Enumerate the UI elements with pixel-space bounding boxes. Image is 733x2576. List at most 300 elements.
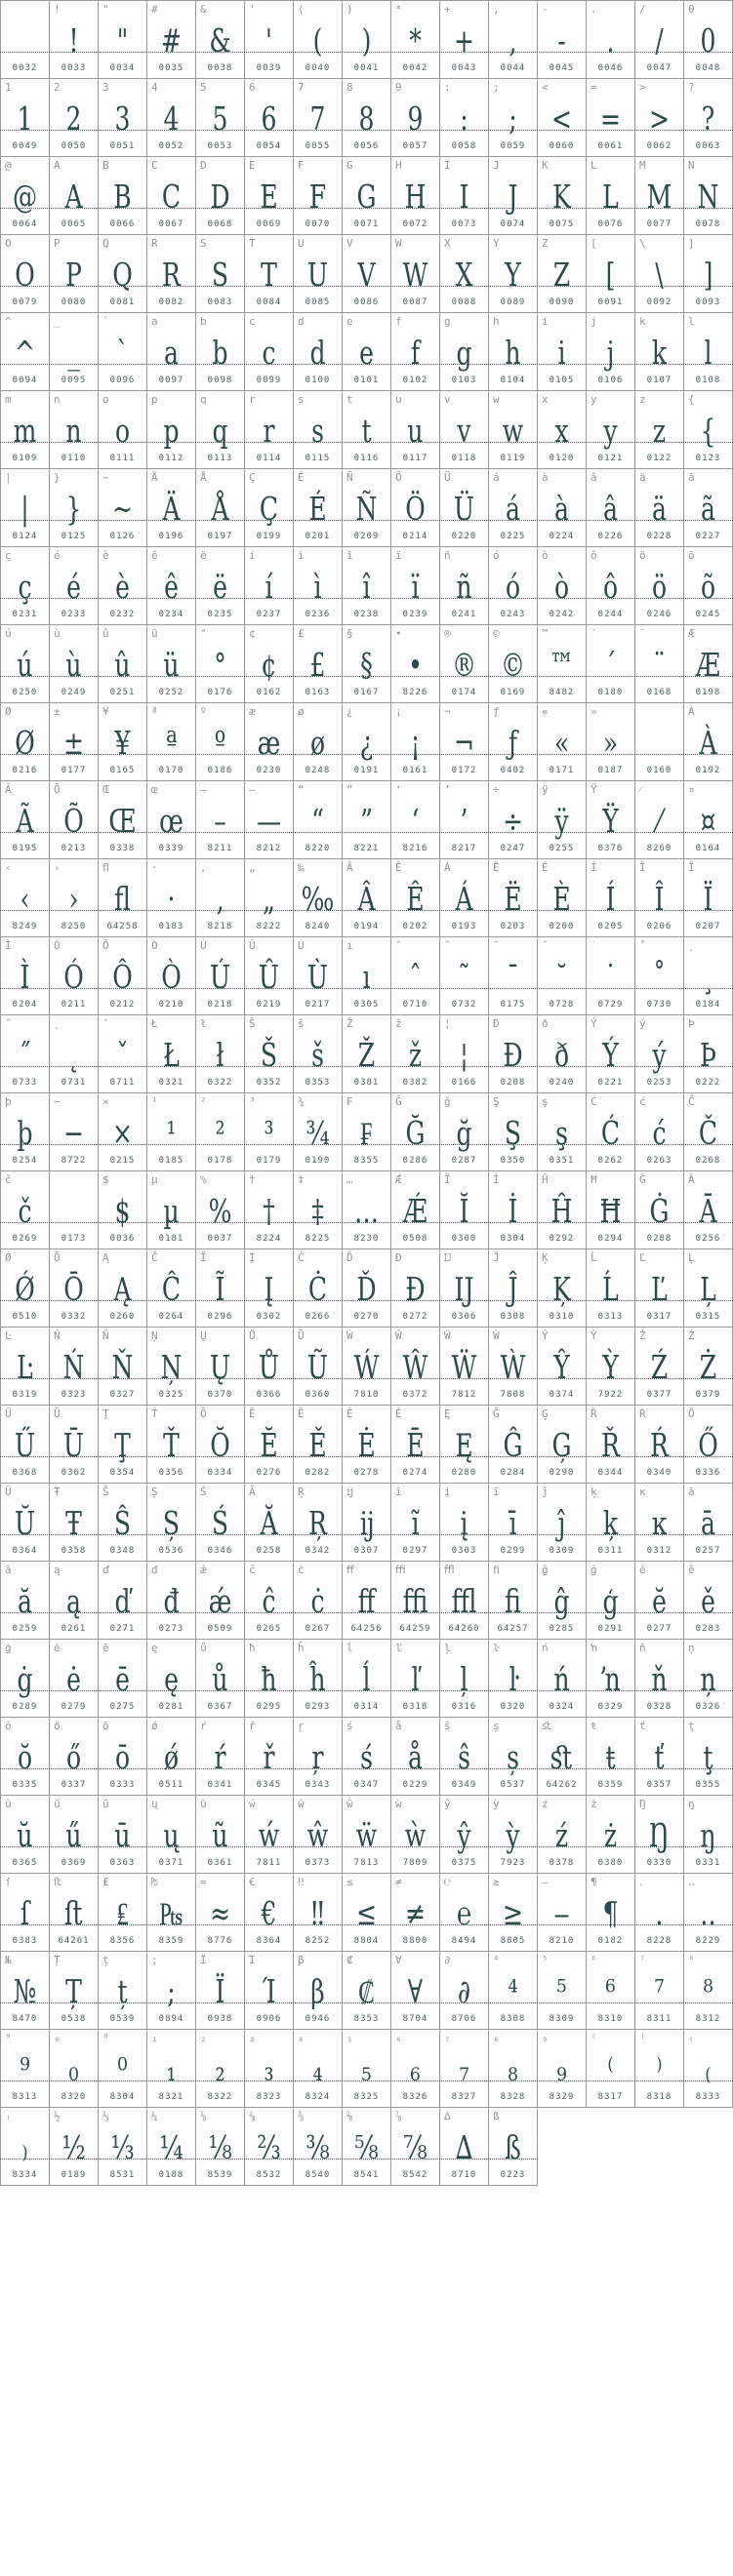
reference-character: ~	[102, 471, 109, 484]
reference-character: ^	[5, 315, 12, 328]
glyph-cell	[245, 1874, 294, 1952]
unicode-decimal-code: 0366	[256, 1390, 282, 1400]
glyph-sample: å	[408, 1738, 423, 1776]
glyph-cell	[99, 1796, 147, 1874]
glyph-sample: Î	[654, 880, 665, 918]
reference-character: k	[639, 315, 646, 328]
glyph-cell	[245, 1718, 294, 1796]
glyph-cell	[391, 1874, 440, 1952]
unicode-decimal-code: 8249	[12, 922, 38, 931]
glyph-cell	[294, 1015, 343, 1093]
glyph-cell	[245, 1328, 294, 1406]
glyph-cell	[489, 1249, 538, 1328]
glyph-sample: ï	[411, 568, 420, 606]
glyph-sample: ₡	[358, 1972, 375, 2010]
glyph-cell	[440, 157, 489, 235]
glyph-sample: Ò	[161, 958, 182, 996]
unicode-decimal-code: 8322	[207, 2092, 233, 2102]
reference-character: ĥ	[298, 1642, 305, 1654]
glyph-cell	[147, 157, 196, 235]
reference-character: Ț	[54, 1954, 61, 1966]
unicode-decimal-code: 0381	[353, 1078, 380, 1088]
reference-character: ¶	[590, 1876, 597, 1888]
reference-character: ő	[54, 1720, 61, 1732]
glyph-sample: ņ	[700, 1660, 716, 1698]
glyph-sample: Č	[698, 1114, 718, 1152]
reference-character: ¤	[688, 783, 695, 796]
reference-character: H	[395, 159, 402, 172]
unicode-decimal-code: 0378	[549, 1858, 575, 1868]
unicode-decimal-code: 8470	[12, 2014, 38, 2024]
glyph-sample: Ż	[699, 1348, 717, 1386]
unicode-decimal-code: 8217	[451, 844, 477, 853]
reference-character: Ź	[639, 1329, 646, 1342]
unicode-decimal-code: 8312	[695, 2014, 721, 2024]
glyph-cell	[294, 313, 343, 391]
glyph-cell	[391, 1952, 440, 2030]
unicode-decimal-code: 64260	[448, 1624, 480, 1634]
glyph-sample: ń	[553, 1660, 570, 1698]
unicode-decimal-code: 0371	[158, 1858, 184, 1868]
glyph-sample: «	[553, 724, 570, 762]
glyph-sample: ẃ	[258, 1816, 280, 1854]
glyph-sample: ſ	[20, 1894, 30, 1932]
glyph-cell	[391, 157, 440, 235]
glyph-sample: ų	[163, 1816, 180, 1854]
glyph-cell	[391, 1015, 440, 1093]
reference-character: ×	[102, 1095, 109, 1108]
unicode-decimal-code: 8540	[305, 2170, 331, 2180]
glyph-cell	[684, 391, 733, 469]
glyph-sample: I	[459, 178, 469, 216]
unicode-decimal-code: 7808	[500, 1390, 526, 1400]
baseline-rule	[0, 52, 50, 53]
reference-character: /	[639, 3, 646, 16]
reference-character: Đ	[395, 1251, 402, 1264]
unicode-decimal-code: 0728	[549, 1000, 575, 1010]
glyph-cell	[538, 1640, 587, 1718]
unicode-decimal-code: 0357	[646, 1780, 672, 1790]
glyph-sample: N	[697, 178, 719, 216]
glyph-sample: ú	[17, 646, 33, 684]
unicode-decimal-code: 0225	[500, 532, 526, 541]
glyph-cell	[587, 1952, 635, 2030]
reference-character: ¿	[346, 705, 353, 718]
unicode-decimal-code: 0173	[61, 1234, 87, 1244]
glyph-sample: è	[115, 568, 130, 606]
glyph-sample: ľ	[411, 1660, 420, 1698]
unicode-decimal-code: 0103	[451, 376, 477, 385]
unicode-decimal-code: 0338	[109, 844, 136, 853]
glyph-cell	[50, 1952, 99, 2030]
reference-character: Ę	[444, 1407, 451, 1420]
reference-character: —	[249, 783, 256, 796]
glyph-cell	[635, 1328, 684, 1406]
glyph-sample: ĵ	[557, 1504, 566, 1542]
glyph-cell	[587, 391, 635, 469]
reference-character: ₂	[200, 2032, 207, 2044]
unicode-decimal-code: 0361	[207, 1858, 233, 1868]
reference-character: #	[151, 3, 158, 16]
glyph-sample: ⁸	[703, 1972, 713, 2010]
reference-character: o	[102, 393, 109, 406]
glyph-cell	[294, 1640, 343, 1718]
unicode-decimal-code: 0379	[695, 1390, 721, 1400]
unicode-decimal-code: 0249	[61, 688, 87, 697]
glyph-sample: ﬂ	[114, 880, 131, 918]
glyph-cell	[1, 781, 50, 859]
reference-character: û	[102, 627, 109, 640]
glyph-cell	[1, 1, 50, 79]
reference-character: è	[102, 549, 109, 562]
unicode-decimal-code: 0113	[207, 454, 233, 463]
reference-character: -	[542, 3, 549, 16]
glyph-sample: ﬅ	[63, 1894, 84, 1932]
glyph-cell	[538, 313, 587, 391]
unicode-decimal-code: 0538	[61, 2014, 87, 2024]
reference-character: V	[346, 237, 353, 250]
glyph-cell	[587, 1171, 635, 1249]
unicode-decimal-code: 0337	[61, 1780, 87, 1790]
unicode-decimal-code: 0121	[597, 454, 624, 463]
reference-character: ₧	[151, 1876, 158, 1888]
unicode-decimal-code: 0273	[158, 1624, 184, 1634]
glyph-sample: ˝	[19, 1036, 31, 1074]
unicode-decimal-code: 0210	[158, 1000, 184, 1010]
reference-character: Ą	[102, 1251, 109, 1264]
unicode-decimal-code: 0221	[597, 1078, 624, 1088]
unicode-decimal-code: 64259	[399, 1624, 431, 1634]
glyph-cell	[1, 1562, 50, 1640]
glyph-sample: Ë	[504, 880, 522, 918]
glyph-sample: ‡	[311, 1192, 324, 1230]
glyph-cell	[99, 1562, 147, 1640]
unicode-decimal-code: 0318	[402, 1702, 428, 1712]
glyph-sample: —	[256, 802, 282, 840]
unicode-decimal-code: 0091	[597, 297, 624, 307]
glyph-sample: ±	[62, 724, 85, 762]
glyph-cell	[50, 1, 99, 79]
unicode-decimal-code: 0313	[597, 1312, 624, 1322]
reference-character: ä	[639, 471, 646, 484]
reference-character: Ì	[5, 939, 12, 952]
glyph-cell	[635, 1406, 684, 1484]
glyph-cell	[684, 469, 733, 547]
reference-character: ®	[444, 627, 451, 640]
unicode-decimal-code: 0207	[695, 922, 721, 931]
reference-character: ǽ	[200, 1564, 207, 1576]
glyph-sample: ą	[66, 1582, 81, 1620]
reference-character: ĝ	[542, 1564, 549, 1576]
glyph-cell	[245, 1406, 294, 1484]
unicode-decimal-code: 0122	[646, 454, 672, 463]
unicode-decimal-code: 0082	[158, 297, 184, 307]
glyph-sample: ŋ	[700, 1816, 716, 1854]
glyph-cell	[440, 79, 489, 157]
reference-character: „	[249, 861, 256, 874]
reference-character: ․	[639, 1876, 643, 1888]
glyph-cell	[1, 703, 50, 781]
reference-character: Ć	[590, 1095, 597, 1108]
glyph-sample: Ċ	[307, 1270, 328, 1308]
glyph-sample: ˚	[653, 958, 666, 996]
unicode-decimal-code: 0199	[256, 532, 282, 541]
reference-character: ˜	[444, 939, 451, 952]
unicode-decimal-code: 0194	[353, 922, 380, 931]
unicode-decimal-code: 0209	[353, 532, 380, 541]
glyph-cell	[391, 469, 440, 547]
glyph-sample: ﬄ	[451, 1582, 477, 1620]
glyph-sample: ŷ	[457, 1816, 471, 1854]
reference-character: ₃	[249, 2032, 256, 2044]
unicode-decimal-code: 0164	[695, 844, 721, 853]
unicode-decimal-code: 0064	[12, 219, 38, 229]
reference-character: å	[395, 1720, 402, 1732]
unicode-decimal-code: 0035	[158, 63, 184, 73]
unicode-decimal-code: 0332	[61, 1312, 87, 1322]
reference-character: ö	[639, 549, 646, 562]
glyph-cell	[440, 1796, 489, 1874]
reference-character: ø	[298, 705, 305, 718]
reference-character: Ĝ	[493, 1407, 500, 1420]
reference-character: ž	[395, 1017, 402, 1030]
reference-character: Ā	[688, 1173, 695, 1186]
glyph-cell	[587, 1, 635, 79]
glyph-cell	[684, 1718, 733, 1796]
unicode-decimal-code: 0380	[597, 1858, 624, 1868]
glyph-cell	[440, 235, 489, 313]
glyph-sample: á	[506, 490, 520, 528]
glyph-cell	[489, 547, 538, 625]
reference-character: í	[249, 549, 256, 562]
glyph-sample: Ř	[601, 1426, 620, 1464]
glyph-sample: &	[209, 21, 231, 59]
glyph-sample: S	[211, 256, 229, 294]
unicode-decimal-code: 0106	[597, 376, 624, 385]
reference-character: ₄	[298, 2032, 305, 2044]
unicode-decimal-code: 0076	[597, 219, 624, 229]
reference-character: ™	[542, 627, 549, 640]
unicode-decimal-code: 0241	[451, 610, 477, 619]
reference-character: Ŵ	[395, 1329, 402, 1342]
glyph-cell	[50, 157, 99, 235]
glyph-cell	[343, 937, 391, 1015]
glyph-sample: Å	[211, 490, 229, 528]
glyph-cell	[50, 469, 99, 547]
glyph-sample: Ş	[504, 1114, 522, 1152]
glyph-sample: č	[18, 1192, 32, 1230]
reference-character: Ė	[346, 1407, 353, 1420]
glyph-cell	[1, 2030, 50, 2108]
unicode-decimal-code: 0272	[402, 1312, 428, 1322]
unicode-decimal-code: 0346	[207, 1546, 233, 1556]
unicode-decimal-code: 0349	[451, 1780, 477, 1790]
glyph-sample: A	[64, 178, 83, 216]
reference-character: w	[493, 393, 500, 406]
unicode-decimal-code: 0938	[207, 2014, 233, 2024]
glyph-cell	[391, 2030, 440, 2108]
glyph-sample: ¶	[602, 1894, 619, 1932]
glyph-sample: Ŝ	[113, 1504, 132, 1542]
reference-character: Â	[346, 861, 353, 874]
glyph-sample: c	[262, 334, 276, 372]
glyph-cell	[245, 2108, 294, 2186]
glyph-sample: ․	[655, 1894, 664, 1932]
glyph-cell	[440, 1952, 489, 2030]
unicode-decimal-code: 0163	[305, 688, 331, 697]
reference-character: ]	[688, 237, 695, 250]
reference-character: ¨	[639, 627, 646, 640]
glyph-sample: ñ	[456, 568, 472, 606]
unicode-decimal-code: 0105	[549, 376, 575, 385]
glyph-cell	[1, 1249, 50, 1328]
glyph-sample: ¡	[410, 724, 421, 762]
glyph-sample: Ĳ	[454, 1270, 474, 1308]
reference-character: u	[395, 393, 402, 406]
glyph-cell	[196, 1640, 245, 1718]
glyph-cell	[489, 1171, 538, 1249]
glyph-sample: ₂	[215, 2050, 225, 2088]
glyph-cell	[294, 1796, 343, 1874]
glyph-cell	[391, 1640, 440, 1718]
unicode-decimal-code: 0234	[158, 610, 184, 619]
glyph-cell	[294, 1249, 343, 1328]
glyph-sample: º	[214, 724, 226, 762]
glyph-cell	[538, 1, 587, 79]
glyph-cell	[587, 859, 635, 937]
glyph-cell	[440, 937, 489, 1015]
glyph-cell	[391, 391, 440, 469]
reference-character: ⁽	[590, 2032, 597, 2044]
unicode-decimal-code: 0283	[695, 1624, 721, 1634]
glyph-cell	[1, 1484, 50, 1562]
glyph-cell	[99, 1249, 147, 1328]
glyph-sample: €	[261, 1894, 277, 1932]
glyph-sample: K	[552, 178, 571, 216]
unicode-decimal-code: 0189	[61, 2170, 87, 2180]
glyph-cell	[245, 235, 294, 313]
unicode-decimal-code: 8482	[549, 688, 575, 697]
unicode-decimal-code: 0314	[353, 1702, 380, 1712]
reference-character: ú	[5, 627, 12, 640]
glyph-cell	[343, 703, 391, 781]
reference-character: ñ	[444, 549, 451, 562]
glyph-sample: ‥	[700, 1894, 716, 1932]
reference-character: ‼	[298, 1876, 305, 1888]
reference-character: S	[200, 237, 207, 250]
reference-character: ð	[542, 1017, 549, 1030]
glyph-cell	[294, 1406, 343, 1484]
glyph-cell	[147, 1249, 196, 1328]
reference-character: *	[395, 3, 402, 16]
glyph-cell	[147, 1484, 196, 1562]
glyph-cell	[294, 79, 343, 157]
reference-character: ﬁ	[493, 1564, 500, 1576]
glyph-sample: i	[557, 334, 566, 372]
glyph-sample: q	[212, 412, 228, 450]
glyph-cell	[635, 859, 684, 937]
glyph-cell	[684, 703, 733, 781]
glyph-cell	[538, 703, 587, 781]
glyph-sample: É	[308, 490, 327, 528]
glyph-sample: *	[409, 21, 422, 59]
reference-character: Ã	[5, 783, 12, 796]
unicode-decimal-code: 0036	[109, 1234, 136, 1244]
glyph-cell	[391, 937, 440, 1015]
unicode-decimal-code: 0071	[353, 219, 380, 229]
glyph-cell	[440, 1015, 489, 1093]
reference-character: O	[5, 237, 12, 250]
glyph-cell	[635, 937, 684, 1015]
unicode-decimal-code: 0360	[305, 1390, 331, 1400]
glyph-cell	[147, 1718, 196, 1796]
reference-character: d	[298, 315, 305, 328]
unicode-decimal-code: 0037	[207, 1234, 233, 1244]
unicode-decimal-code: 0710	[402, 1000, 428, 1010]
glyph-cell	[587, 235, 635, 313]
glyph-cell	[99, 937, 147, 1015]
glyph-sample: ǿ	[163, 1738, 180, 1776]
glyph-cell	[147, 2030, 196, 2108]
glyph-cell	[50, 1093, 99, 1171]
glyph-cell	[196, 1406, 245, 1484]
unicode-decimal-code: 0224	[549, 532, 575, 541]
glyph-cell	[50, 703, 99, 781]
glyph-sample: Ŧ	[65, 1504, 82, 1542]
glyph-sample: Ø	[15, 724, 35, 762]
glyph-cell	[343, 313, 391, 391]
glyph-sample: Ẁ	[500, 1348, 526, 1386]
unicode-decimal-code: 0123	[695, 454, 721, 463]
reference-character: ê	[151, 549, 158, 562]
unicode-decimal-code: 0906	[256, 2014, 282, 2024]
glyph-sample: †	[263, 1192, 275, 1230]
reference-character: Ĩ	[200, 1251, 207, 1264]
reference-character: Ħ	[590, 1173, 597, 1186]
reference-character: ½	[54, 2110, 61, 2122]
unicode-decimal-code: 0342	[305, 1546, 331, 1556]
glyph-sample: ²	[215, 1114, 225, 1152]
glyph-sample: ∀	[407, 1972, 424, 2010]
reference-character: @	[5, 159, 12, 172]
reference-character: þ	[5, 1095, 12, 1108]
glyph-sample: ġ	[17, 1660, 33, 1698]
glyph-cell	[147, 625, 196, 703]
glyph-sample: Ķ	[552, 1270, 571, 1308]
unicode-decimal-code: 0200	[549, 922, 575, 931]
unicode-decimal-code: 0297	[402, 1546, 428, 1556]
glyph-cell	[99, 313, 147, 391]
glyph-cell	[196, 859, 245, 937]
glyph-sample: j	[606, 334, 615, 372]
unicode-decimal-code: 0088	[451, 297, 477, 307]
glyph-sample: Ŏ	[210, 1426, 230, 1464]
unicode-decimal-code: 0180	[597, 688, 624, 697]
reference-character: Ŕ	[639, 1407, 646, 1420]
reference-character: Ŀ	[5, 1329, 12, 1342]
glyph-sample: p	[163, 412, 180, 450]
unicode-decimal-code: 0255	[549, 844, 575, 853]
unicode-decimal-code: 8325	[353, 2092, 380, 2102]
reference-character: f	[395, 315, 402, 328]
glyph-cell	[1, 1093, 50, 1171]
glyph-sample: №	[13, 1972, 37, 2010]
glyph-sample: 6	[261, 99, 277, 138]
unicode-decimal-code: 0075	[549, 219, 575, 229]
reference-character: Ô	[102, 939, 109, 952]
unicode-decimal-code: 8221	[353, 844, 380, 853]
glyph-cell	[391, 859, 440, 937]
